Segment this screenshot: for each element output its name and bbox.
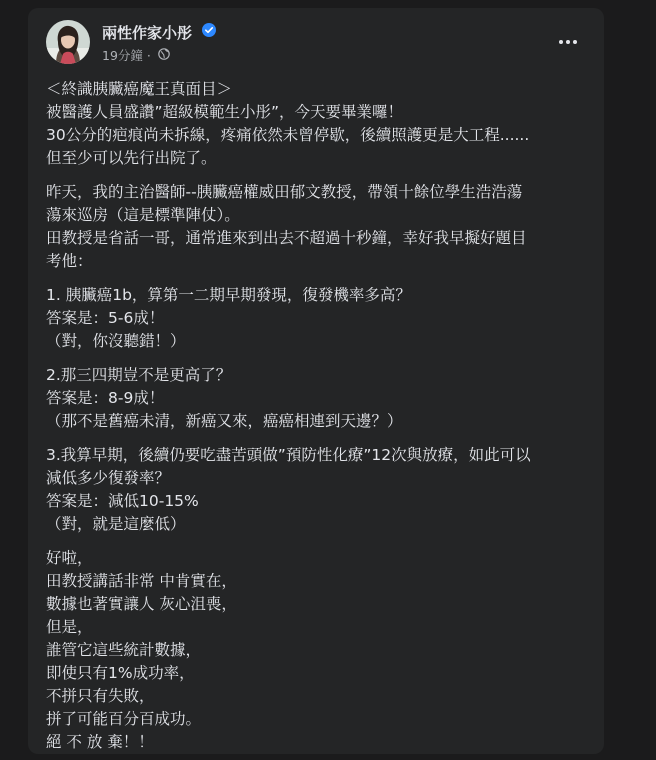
author-name[interactable]: [102, 22, 216, 43]
post-text-line: 昨天，我的主治醫師--胰臟癌權威田郁文教授，帶領十餘位學生浩浩蕩: [46, 183, 523, 201]
post-paragraph: [46, 78, 596, 170]
post-text-line: 考他：: [46, 252, 93, 270]
post-text-line: 即使只有1%成功率，: [46, 664, 195, 682]
post-text-line: 田教授是省話一哥，通常進來到出去不超過十秒鐘，幸好我早擬好題目: [46, 229, 527, 247]
post-text-line: 不拼只有失敗，: [46, 687, 155, 705]
post-paragraph: [46, 364, 596, 433]
more-options-icon[interactable]: [550, 30, 586, 54]
post-paragraph: [46, 181, 596, 273]
post-paragraph: [46, 547, 596, 754]
post-meta: [102, 46, 170, 64]
post-text-line: ＜終識胰臟癌魔王真面目＞: [46, 80, 233, 98]
author-avatar[interactable]: [46, 20, 90, 64]
more-dot-1: [559, 40, 563, 44]
post-text-line: （對，你沒聽錯！）: [46, 332, 186, 350]
post-text-line: 誰管它這些統計數據，: [46, 641, 202, 659]
post-text-line: 田教授講話非常 中肯實在，: [46, 572, 237, 590]
post-text-line: 減低多少復發率？: [46, 469, 171, 487]
post-text-line: 30公分的疤痕尚未拆線，疼痛依然未曾停歇，後續照護更是大工程......: [46, 126, 530, 144]
post-text-line: 答案是：8-9成！: [46, 389, 165, 407]
post-text-line: 1. 胰臟癌1b，算第一二期早期發現，復發機率多高？: [46, 286, 411, 304]
post-text-line: 答案是：減低10-15%: [46, 492, 199, 510]
avatar-image: [46, 20, 90, 64]
post-text-line: 但至少可以先行出院了。: [46, 149, 217, 167]
post-text-line: 但是，: [46, 618, 93, 636]
post-text-line: （對，就是這麼低）: [46, 515, 186, 533]
post-text-line: 數據也著實讓人 灰心沮喪，: [46, 595, 237, 613]
post-text-line: 好啦，: [46, 549, 93, 567]
post-paragraph: [46, 284, 596, 353]
post-text: [46, 78, 596, 754]
more-dot-3: [573, 40, 577, 44]
more-dot-2: [566, 40, 570, 44]
post-timestamp[interactable]: 19分鐘: [102, 48, 143, 63]
post-text-line: 答案是：5-6成！: [46, 309, 165, 327]
post-text-line: 蕩來巡房（這是標準陣仗）。: [46, 206, 240, 224]
post-paragraph: [46, 444, 596, 536]
post-text-line: 被醫護人員盛讚”超級模範生小彤”，今天要畢業囉！: [46, 103, 404, 121]
globe-icon[interactable]: [158, 48, 170, 63]
post-text-line: 3.我算早期，後續仍要吃盡苦頭做”預防性化療”12次與放療，如此可以: [46, 446, 531, 464]
post-card: [28, 8, 604, 754]
post-text-line: 絕 不 放 棄！！: [46, 733, 154, 751]
meta-separator: ·: [146, 48, 151, 63]
post-text-line: 2.那三四期豈不是更高了？: [46, 366, 232, 384]
post-text-line: 拼了可能百分百成功。: [46, 710, 202, 728]
verified-badge-icon: [202, 23, 216, 41]
author-name-text[interactable]: 兩性作家小彤: [102, 24, 193, 42]
post-text-line: （那不是舊癌未清，新癌又來，癌癌相連到天邊？）: [46, 412, 403, 430]
